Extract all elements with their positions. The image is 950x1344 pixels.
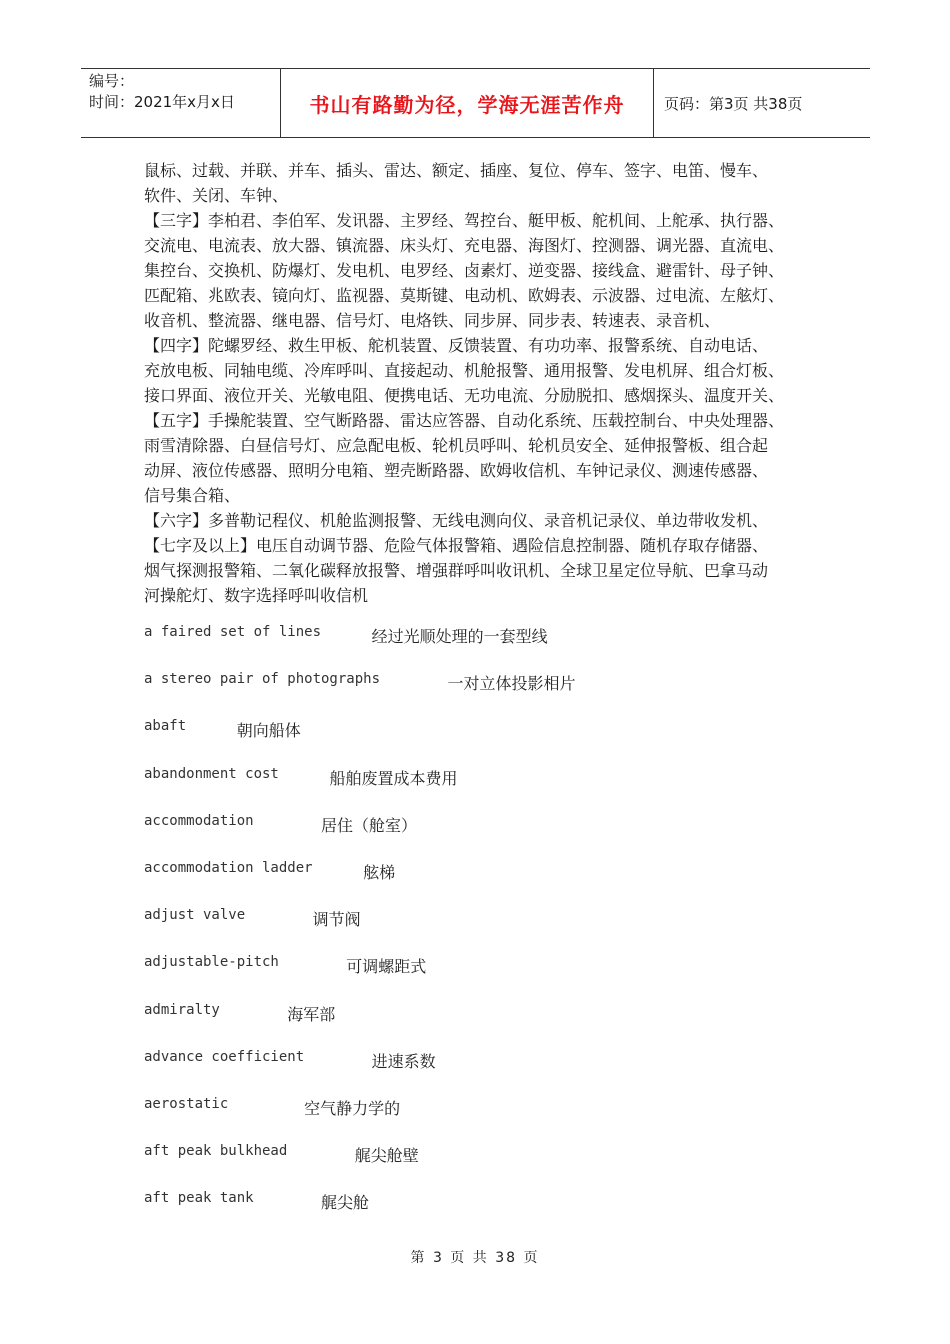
glossary-term-en: aft peak bulkhead [144,1143,288,1160]
glossary-term-zh: 朝向船体 [236,721,301,741]
glossary-term-zh: 艉尖舱壁 [354,1146,419,1166]
glossary-term-en: a faired set of lines [144,624,322,640]
glossary-term-en: accommodation [144,812,254,829]
glossary-term-en: advance coefficient [144,1048,305,1065]
glossary-entry [144,813,809,860]
word-list-line: 烟气探测报警箱、二氧化碳释放报警、增强群呼叫收讯机、全球卫星定位导航、巴拿马动 [144,561,769,580]
word-list-line: 河操舵灯、数字选择呼叫收信机 [144,586,369,605]
glossary-term-zh: 艉尖舱 [321,1193,370,1213]
glossary-entry [144,1049,809,1096]
glossary-term-en: admiralty [144,1001,220,1018]
document-body [144,158,809,1237]
glossary-entry [144,907,809,954]
glossary-term-en: aft peak tank [144,1190,254,1207]
glossary-entry [144,954,809,1001]
glossary-term-zh: 一对立体投影相片 [447,674,576,694]
word-list-line: 【三字】李柏君、李伯军、发讯器、主罗经、驾控台、艇甲板、舵机间、上舵承、执行器、 [144,211,785,230]
glossary-term-zh: 海军部 [287,1004,336,1024]
word-list-line: 交流电、电流表、放大器、镇流器、床头灯、充电器、海图灯、控测器、调光器、直流电、 [144,236,785,255]
glossary-term-en: adjustable-pitch [144,954,279,971]
serial-number-label: 编号： [89,72,135,90]
page-header [81,68,870,138]
glossary-term-zh: 进速系数 [371,1051,436,1071]
glossary-entry [144,624,809,671]
word-list-line: 【六字】多普勒记程仪、机舱监测报警、无线电测向仪、录音机记录仪、单边带收发机、 [144,511,769,530]
word-list-line: 信号集合箱、 [144,486,241,505]
word-list-line: 【七字及以上】电压自动调节器、危险气体报警箱、遇险信息控制器、随机存取存储器、 [144,536,769,555]
word-list-line: 充放电板、同轴电缆、冷库呼叫、直接起动、机舱报警、通用报警、发电机屏、组合灯板、 [144,361,785,380]
glossary-term-zh: 调节阀 [312,910,361,930]
glossary-term-en: adjust valve [144,907,246,924]
glossary-term-en: a stereo pair of photographs [144,671,381,688]
word-list-line: 动屏、液位传感器、照明分电箱、塑壳断路器、欧姆收信机、车钟记录仪、测速传感器、 [144,461,769,480]
word-list-section [144,158,809,608]
header-meta [81,69,281,137]
glossary-term-en: abandonment cost [144,765,279,782]
glossary-term-zh: 船舶废置成本费用 [329,768,458,788]
glossary-entry [144,766,809,813]
word-list-line: 雨雪清除器、白昼信号灯、应急配电板、轮机员呼叫、轮机员安全、延伸报警板、组合起 [144,436,769,455]
glossary-entry [144,1002,809,1049]
glossary-entry [144,718,809,765]
word-list-line: 接口界面、液位开关、光敏电阻、便携电话、无功电流、分励脱扣、感烟探头、温度开关、 [144,386,785,405]
word-list-line: 鼠标、过载、并联、并车、插头、雷达、额定、插座、复位、停车、签字、电笛、慢车、 [144,161,769,180]
glossary-term-zh: 经过光顺处理的一套型线 [371,627,548,646]
word-list-line: 软件、关闭、车钟、 [144,186,289,205]
glossary-entry [144,1143,809,1190]
word-list-line: 【五字】手操舵装置、空气断路器、雷达应答器、自动化系统、压载控制台、中央处理器、 [144,411,785,430]
glossary-term-en: abaft [144,718,187,735]
glossary-term-en: aerostatic [144,1095,229,1112]
glossary-term-zh: 舷梯 [363,862,396,882]
glossary-list [144,624,809,1237]
glossary-entry [144,860,809,907]
glossary-term-zh: 可调螺距式 [346,957,427,977]
glossary-term-zh: 居住（舱室） [321,815,418,835]
glossary-term-zh: 空气静力学的 [304,1098,401,1118]
glossary-entry [144,1096,809,1143]
date-label: 时间：2021年x月x日 [89,93,235,111]
word-list-line: 匹配箱、兆欧表、镜向灯、监视器、莫斯键、电动机、欧姆表、示波器、过电流、左舷灯、 [144,286,785,305]
glossary-entry [144,1190,809,1237]
header-page-number: 页码：第3页 共38页 [664,94,803,113]
glossary-entry [144,671,809,718]
word-list-line: 集控台、交换机、防爆灯、发电机、电罗经、卤素灯、逆变器、接线盒、避雷针、母子钟、 [144,261,785,280]
header-motto: 书山有路勤为径，学海无涯苦作舟 [281,69,654,137]
glossary-term-en: accommodation ladder [144,859,313,876]
word-list-line: 【四字】陀螺罗经、救生甲板、舵机装置、反馈装置、有功功率、报警系统、自动电话、 [144,336,769,355]
word-list-line: 收音机、整流器、继电器、信号灯、电烙铁、同步屏、同步表、转速表、录音机、 [144,311,721,330]
page-footer: 第 3 页 共 38 页 [410,1250,540,1266]
